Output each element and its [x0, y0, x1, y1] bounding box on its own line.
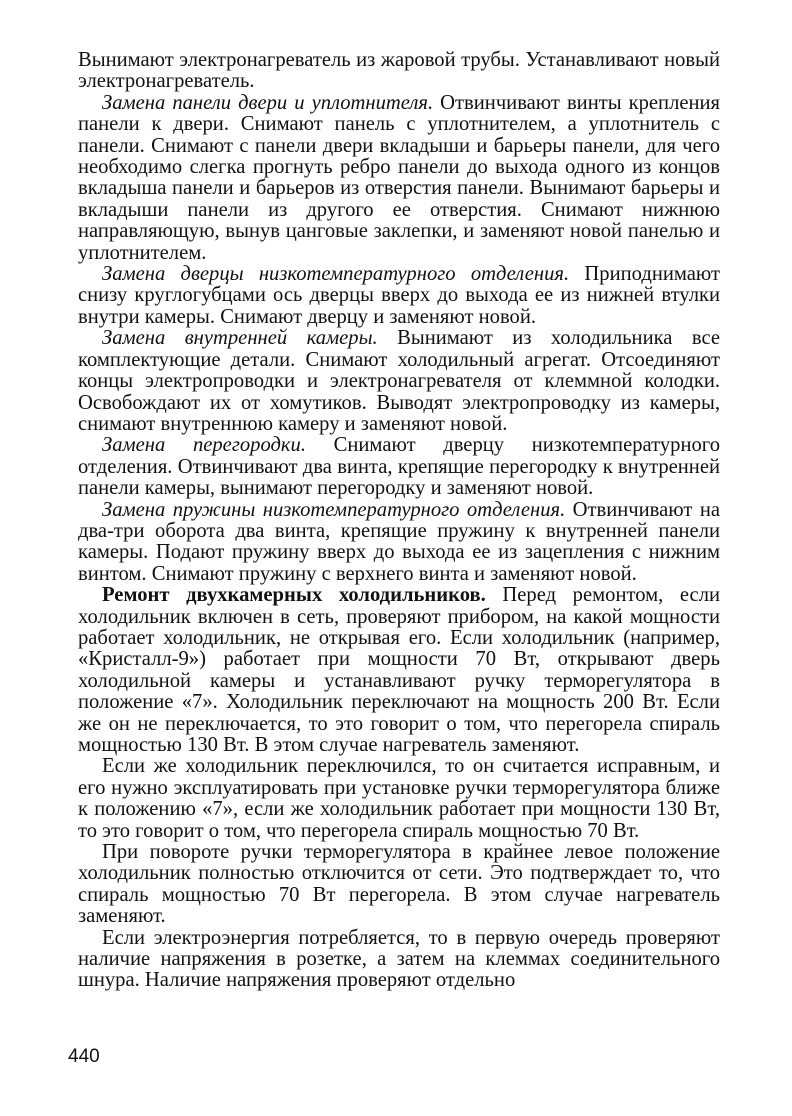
paragraph-switched [78, 756, 720, 842]
paragraph-partition [78, 435, 720, 499]
paragraph-two-chamber-repair-heading: Ремонт двухкамерных холодильников. [102, 584, 486, 607]
paragraph-1-text: Вынимают электронагреватель из жаровой трубы. Устанавливают новый электронагреватель. [78, 49, 720, 93]
paragraph-partition-heading: Замена перегородки. [102, 434, 306, 457]
paragraph-spring [78, 500, 720, 586]
paragraph-thermostat [78, 842, 720, 928]
paragraph-two-chamber-repair [78, 585, 720, 756]
paragraph-inner-chamber-text: Вынимают из холодильника все комплектующие детали. Снимают холодильный агрегат. Отсоединяют концы электропроводки и электронагревателя от клеммной колодки. Освобождают их от хомутиков. Выводят электропроводку из камеры, снимают внутреннюю камеру и заменяют новой. [78, 327, 720, 435]
paragraph-door-panel-heading: Замена панели двери и уплотнителя. [102, 91, 434, 114]
paragraph-inner-chamber [78, 328, 720, 435]
paragraph-door-panel-text: Отвинчивают винты крепления панели к двери. Снимают панель с уплотнителем, а уплотнитель с панели. Снимают с панели двери вкладыши и барьеры панели, для чего необходимо слегка прогнуть ребро панели до выхода одного из концов вкладыша панели и барьеров из отверстия панели. Вынимают барьеры и вкладыши панели из другого ее отверстия. Снимают нижнюю направляющую, вынув цанговые заклепки, и заменяют новой панелью и уплотнителем. [78, 91, 720, 264]
paragraph-voltage-check [78, 928, 720, 992]
paragraph-freezer-door [78, 264, 720, 328]
page-body [78, 50, 720, 992]
paragraph-spring-text: Отвинчивают на два-три оборота два винта, крепящие пружину к внутренней панели камеры. Подают пружину вверх до выхода ее из зацепления с нижним винтом. Снимают пружину с верхнего винта и заменяют новой. [78, 498, 720, 585]
page-number: 440 [68, 1046, 100, 1067]
paragraph-freezer-door-text: Приподнимают снизу круглогубцами ось дверцы вверх до выхода ее из нижней втулки внутри камеры. Снимают дверцу и заменяют новой. [78, 263, 721, 328]
paragraph-1 [78, 50, 720, 93]
paragraph-thermostat-text: При повороте ручки терморегулятора в крайнее левое положение холодильник полностью отключится от сети. Это подтверждает то, что спираль мощностью 70 Вт перегорела. В этом случае нагреватель заменяют. [78, 841, 720, 928]
paragraph-switched-text: Если же холодильник переключился, то он считается исправным, и его нужно эксплуатировать при установке ручки терморегулятора ближе к положению «7», если же холодильник работает при мощности 130 Вт, то это говорит о том, что перегорела спираль мощностью 70 Вт. [78, 755, 720, 842]
paragraph-spring-heading: Замена пружины низкотемпературного отделения. [102, 498, 566, 521]
paragraph-two-chamber-repair-text: Перед ремонтом, если холодильник включен в сеть, проверяют прибором, на какой мощности работает холодильник, не открывая его. Если холодильник (например, «Кристалл-9») работает при мощности 70 Вт, открывают дверь холодильной камеры и устанавливают ручку терморегулятора в положение «7». Холодильник переключают на мощность 200 Вт. Если же он не переключается, то это говорит о том, что перегорела спираль мощностью 130 Вт. В этом случае нагреватель заменяют. [78, 584, 720, 756]
paragraph-door-panel [78, 93, 720, 264]
paragraph-voltage-check-text: Если электроэнергия потребляется, то в первую очередь проверяют наличие напряжения в розетке, а затем на клеммах соединительного шнура. Наличие напряжения проверяют отдельно [78, 926, 720, 992]
paragraph-inner-chamber-heading: Замена внутренней камеры. [102, 327, 378, 350]
paragraph-partition-text: Снимают дверцу низкотемпературного отделения. Отвинчивают два винта, крепящие перегородку к внутренней панели камеры, вынимают перегородку и заменяют новой. [78, 434, 720, 500]
paragraph-freezer-door-heading: Замена дверцы низкотемпературного отделения. [102, 263, 570, 286]
